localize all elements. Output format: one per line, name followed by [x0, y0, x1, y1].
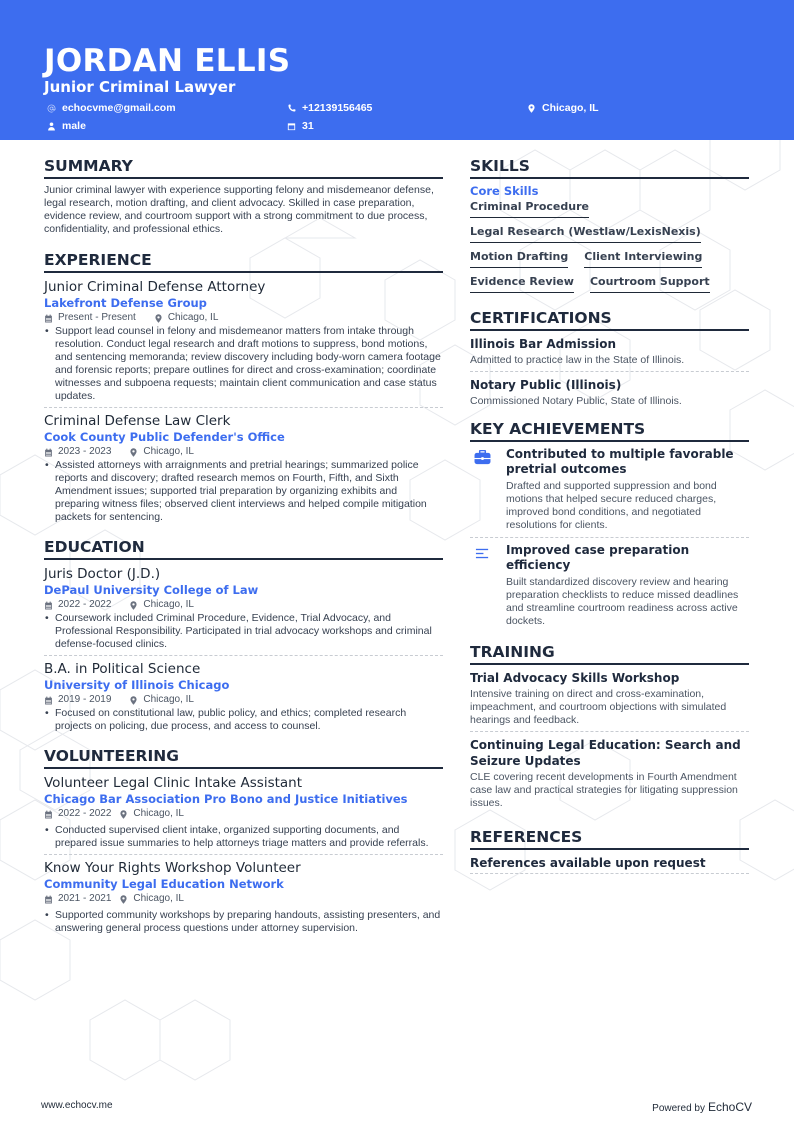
location-pin-icon — [119, 810, 128, 819]
entry-location — [119, 807, 184, 821]
skill-tag: Motion Drafting — [470, 249, 568, 268]
employer: Lakefront Defense Group — [44, 296, 207, 310]
education-heading: EDUCATION — [44, 538, 443, 560]
entry-location — [119, 892, 184, 906]
summary-text: Junior criminal lawyer with experience supporting felony and misdemeanor defense, legal research, motion drafting, and client advocacy. Skilled in case preparation, evidence review, and courtroom support with a strong commitment to due process, confidentiality, and professional ethics. — [44, 184, 434, 235]
contact-gender-value: male — [62, 120, 86, 132]
certification-name: Notary Public (Illinois) — [470, 378, 622, 392]
left-column — [44, 140, 443, 943]
website-link[interactable]: www.echocv.me — [41, 1100, 113, 1111]
calendar-icon — [44, 314, 53, 323]
summary-heading: SUMMARY — [44, 157, 443, 179]
contact-age — [284, 118, 524, 134]
contact-email[interactable] — [44, 100, 284, 116]
training-section — [470, 643, 749, 814]
skills-heading: SKILLS — [470, 157, 749, 179]
contact-location-value: Chicago, IL — [542, 102, 599, 114]
bullet-item: • Assisted attorneys with arraignments and pretrial hearings; summarized police reports and discovery; drafted research memos on Fourth, Fifth, and Sixth Amendment issues; supported trial preparation by organizing exhibits and preparing witness files; observed client interviews and helped compile mitigation packets for sentencing. — [44, 459, 443, 524]
powered-by — [652, 1100, 752, 1114]
certification-name: Illinois Bar Admission — [470, 337, 617, 351]
skills-section — [470, 157, 749, 299]
calendar-icon — [44, 696, 53, 705]
entry-meta — [44, 807, 443, 821]
references-heading: REFERENCES — [470, 828, 749, 850]
certifications-section — [470, 309, 749, 412]
volunteering-section — [44, 747, 443, 939]
entry-location — [129, 693, 194, 707]
entry-location — [154, 311, 219, 325]
user-icon — [46, 121, 56, 131]
entry-dates: 2022 - 2022 — [58, 808, 112, 819]
achievement-title: Improved case preparation efficiency — [506, 543, 690, 572]
training-item — [470, 670, 749, 732]
contact-email-value: echocvme@gmail.com — [62, 102, 176, 114]
entry-location-value: Chicago, IL — [133, 893, 184, 904]
phone-icon — [286, 103, 296, 113]
bullet-item: • Coursework included Criminal Procedure, Evidence, Trial Advocacy, and Professional Responsibility. Participated in trial advocacy workshops and criminal defense-focused clinics. — [44, 612, 443, 651]
summary-section — [44, 157, 443, 236]
contact-gender — [44, 118, 284, 134]
experience-heading: EXPERIENCE — [44, 251, 443, 273]
entry-location-value: Chicago, IL — [143, 694, 194, 705]
powered-by-label: Powered by — [652, 1103, 705, 1114]
entry-location-value: Chicago, IL — [133, 808, 184, 819]
location-pin-icon — [119, 895, 128, 904]
certification-desc: Admitted to practice law in the State of Illinois. — [470, 354, 685, 366]
contact-phone-value: +12139156465 — [302, 102, 373, 114]
training-heading: TRAINING — [470, 643, 749, 665]
entry-dates: 2022 - 2022 — [58, 599, 112, 610]
certifications-heading: CERTIFICATIONS — [470, 309, 749, 331]
calendar-icon — [286, 121, 296, 131]
certification-desc: Commissioned Notary Public, State of Illinois. — [470, 395, 682, 407]
education-section — [44, 538, 443, 737]
achievement-title: Contributed to multiple favorable pretrial outcomes — [506, 447, 734, 476]
entry-meta — [44, 598, 443, 612]
experience-section — [44, 251, 443, 528]
entry-location — [129, 445, 194, 459]
location-pin-icon — [129, 696, 138, 705]
training-desc: Intensive training on direct and cross-examination, impeachment, and courtroom objections with simulated hearings and feedback. — [470, 688, 727, 726]
list-icon — [470, 543, 506, 628]
achievement-item — [470, 543, 749, 633]
right-column — [470, 140, 749, 943]
entry-meta — [44, 693, 443, 707]
calendar-icon — [44, 810, 53, 819]
certification-item — [470, 336, 749, 372]
education-entry — [44, 660, 443, 737]
skills-list — [470, 199, 749, 299]
degree: B.A. in Political Science — [44, 661, 201, 677]
training-name: Continuing Legal Education: Search and Seizure Updates — [470, 738, 741, 768]
education-entry — [44, 565, 443, 656]
candidate-title: Junior Criminal Lawyer — [44, 78, 236, 96]
training-desc: CLE covering recent developments in Fourth Amendment case law and practical strategies for litigating suppression issues. — [470, 771, 738, 809]
training-item — [470, 737, 749, 814]
entry-bullets — [44, 707, 443, 733]
skill-tag: Evidence Review — [470, 274, 574, 293]
references-section — [470, 828, 749, 874]
skill-tag: Criminal Procedure — [470, 199, 589, 218]
entry-bullets — [44, 459, 443, 524]
school: University of Illinois Chicago — [44, 678, 230, 692]
volunteer-role: Know Your Rights Workshop Volunteer — [44, 860, 301, 876]
volunteering-heading: VOLUNTEERING — [44, 747, 443, 769]
entry-bullets — [44, 325, 443, 403]
volunteer-org: Community Legal Education Network — [44, 877, 284, 891]
skills-group-label: Core Skills — [470, 184, 539, 198]
at-icon — [46, 103, 56, 113]
bullet-item: • Support lead counsel in felony and misdemeanor matters from intake through resolution. Conduct legal research and draft motions to suppress, bond motions, and sentencing memoranda; review discovery including body-worn camera footage and forensic reports; prepare outlines for direct and cross-examination; coordinate witnesses and subpoena requests; maintain client communication and case status updates. — [44, 325, 443, 403]
skill-tag: Legal Research (Westlaw/LexisNexis) — [470, 224, 701, 243]
entry-dates: 2019 - 2019 — [58, 694, 112, 705]
employer: Cook County Public Defender's Office — [44, 430, 285, 444]
contact-info — [44, 100, 750, 134]
achievements-heading: KEY ACHIEVEMENTS — [470, 420, 749, 442]
location-icon — [526, 103, 536, 113]
resume-header — [0, 0, 794, 140]
volunteer-role: Volunteer Legal Clinic Intake Assistant — [44, 775, 303, 791]
entry-dates: 2023 - 2023 — [58, 446, 112, 457]
references-text: References available upon request — [470, 855, 749, 874]
location-pin-icon — [129, 601, 138, 610]
contact-phone[interactable] — [284, 100, 524, 116]
contact-age-value: 31 — [302, 120, 314, 132]
resume-body — [0, 140, 794, 943]
entry-bullets — [44, 909, 443, 935]
bullet-item: • Supported community workshops by preparing handouts, assisting presenters, and answering general process questions under attorney supervision. — [44, 909, 443, 935]
entry-bullets — [44, 824, 443, 850]
entry-meta — [44, 445, 443, 459]
degree: Juris Doctor (J.D.) — [44, 566, 161, 582]
entry-location-value: Chicago, IL — [167, 312, 219, 323]
calendar-icon — [44, 601, 53, 610]
candidate-name: JORDAN ELLIS — [44, 43, 291, 79]
entry-dates: Present - Present — [58, 312, 136, 323]
bullet-item: • Focused on constitutional law, public policy, and ethics; completed research projects on policing, due process, and access to counsel. — [44, 707, 443, 733]
experience-entry — [44, 278, 443, 408]
skill-tag: Client Interviewing — [584, 249, 702, 268]
entry-dates: 2021 - 2021 — [58, 893, 112, 904]
volunteering-entry — [44, 859, 443, 939]
page-footer — [0, 1100, 794, 1114]
entry-location-value: Chicago, IL — [143, 446, 194, 457]
achievements-section — [470, 420, 749, 633]
achievement-desc: Built standardized discovery review and hearing preparation checklists to reduce missed deadlines and streamline courtroom readiness across active dockets. — [506, 576, 739, 627]
skill-tag: Courtroom Support — [590, 274, 710, 293]
bullet-item: • Conducted supervised client intake, organized supporting documents, and prepared issue summaries to help attorneys triage matters and provide referrals. — [44, 824, 443, 850]
entry-meta — [44, 892, 443, 906]
brand-name[interactable]: EchoCV — [707, 1100, 752, 1114]
entry-location — [129, 598, 194, 612]
experience-entry — [44, 412, 443, 528]
entry-meta — [44, 311, 443, 325]
school: DePaul University College of Law — [44, 583, 259, 597]
job-title: Criminal Defense Law Clerk — [44, 413, 231, 429]
training-name: Trial Advocacy Skills Workshop — [470, 671, 680, 685]
calendar-icon — [44, 448, 53, 457]
job-title: Junior Criminal Defense Attorney — [44, 279, 266, 295]
location-pin-icon — [129, 448, 138, 457]
certification-item — [470, 377, 749, 412]
achievement-item — [470, 447, 749, 538]
achievement-desc: Drafted and supported suppression and bond motions that helped secure reduced charges, improved bond conditions, and negotiated resolutions for clients. — [506, 480, 717, 531]
calendar-icon — [44, 895, 53, 904]
volunteer-org: Chicago Bar Association Pro Bono and Justice Initiatives — [44, 792, 408, 806]
entry-bullets — [44, 612, 443, 651]
entry-location-value: Chicago, IL — [143, 599, 194, 610]
briefcase-icon — [470, 447, 506, 532]
volunteering-entry — [44, 774, 443, 855]
location-pin-icon — [154, 314, 163, 323]
contact-location — [524, 100, 764, 116]
